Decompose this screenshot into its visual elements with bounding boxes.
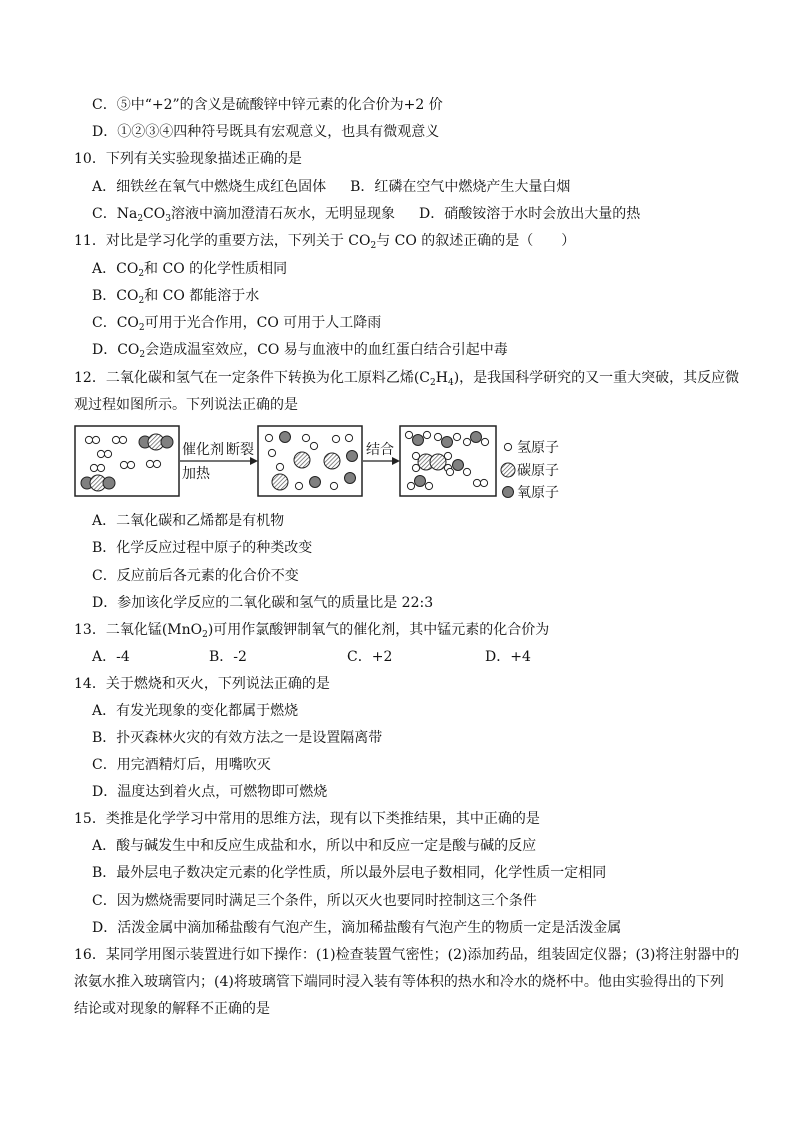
h-atom (332, 435, 339, 442)
q11-option-b: B．$CO_2$和 CO 都能溶于水 (92, 288, 260, 306)
arrow-1-label-catalyst: 催化剂 (182, 442, 224, 458)
h-atom (265, 434, 272, 441)
h-atom (480, 479, 487, 486)
q10-option-c: C．$Na_2CO_3$溶液中滴加澄清石灰水，无明显现象 (92, 206, 395, 224)
arrow-2-label: 结合 (366, 442, 394, 458)
legend-oxygen-icon (503, 487, 514, 498)
c-atom (324, 453, 340, 469)
q10-option-d: D．硝酸铵溶于水时会放出大量的热 (418, 206, 641, 222)
h-atom (330, 482, 337, 489)
co2-molecule (81, 475, 115, 491)
q12-option-d: D．参加该化学反应的二氧化碳和氢气的质量比是 22:3 (92, 595, 434, 611)
q12-stem-line1: 12．二氧化碳和氢气在一定条件下转换为化工原料乙烯$(C_2H_4)$，是我国科学研究的又一重大突破，其反应微 (74, 370, 740, 388)
q10-option-b: B．红磷在空气中燃烧产生大量白烟 (350, 179, 571, 195)
q16-stem-line1: 16．某同学用图示装置进行如下操作：(1)检查装置气密性；(2)添加药品，组装固定仪器；(3)将注射器中的 (74, 947, 740, 963)
legend-carbon-icon (501, 463, 515, 477)
q11-option-d: D．$CO_2$会造成温室效应，CO 易与血液中的血红蛋白结合引起中毒 (92, 342, 508, 360)
q10-options-ab (92, 177, 570, 197)
q9-option-c: C．⑤中“+2”的含义是硫酸锌中锌元素的化合价为+2 价 (92, 97, 443, 113)
q12-option-b: B．化学反应过程中原子的种类改变 (92, 540, 313, 556)
q15-option-c: C．因为燃烧需要同时满足三个条件，所以灭火也要同时控制这三个条件 (92, 893, 537, 909)
q16-stem-line2: 浓氨水推入玻璃管内；(4)将玻璃管下端同时浸入装有等体积的热水和冷水的烧杯中。他由实验得出的下列 (74, 974, 724, 990)
q11-stem: 11．对比是学习化学的重要方法，下列关于 $CO_2$与 CO 的叙述正确的是（ ） (74, 233, 576, 251)
o-atom (310, 477, 321, 488)
q10-options-cd (92, 204, 640, 224)
o-atom (280, 432, 291, 443)
arrow-1-label-break: 断裂 (226, 442, 254, 458)
arrow-1-label-heat: 加热 (182, 466, 210, 482)
q16-stem-line3: 结论或对现象的解释不正确的是 (74, 1001, 270, 1017)
q11-option-a: A．$CO_2$和 CO 的化学性质相同 (92, 261, 288, 279)
legend-carbon-label: 碳原子 (517, 463, 559, 479)
h-atom (473, 479, 480, 486)
reaction-diagram (74, 420, 574, 502)
q13-option-a: A．-4 (92, 649, 130, 665)
q14-option-c: C．用完酒精灯后，用嘴吹灭 (92, 757, 271, 773)
o-atom (347, 451, 358, 462)
legend-hydrogen-icon (504, 443, 511, 450)
co2-molecule (139, 434, 173, 450)
q14-option-d: D．温度达到着火点，可燃物即可燃烧 (92, 784, 328, 800)
q15-option-a: A．酸与碱发生中和反应生成盐和水，所以中和反应一定是酸与碱的反应 (92, 838, 537, 854)
c-atom (294, 452, 310, 468)
q14-option-a: A．有发光现象的变化都属于燃烧 (92, 703, 299, 719)
h-atom (302, 434, 309, 441)
q15-stem: 15．类推是化学学习中常用的思维方法，现有以下类推结果，其中正确的是 (74, 811, 540, 827)
q12-option-a: A．二氧化碳和乙烯都是有机物 (92, 513, 285, 529)
c-atom (272, 474, 288, 490)
arrow-1-head (250, 457, 258, 465)
h-atom (295, 482, 302, 489)
h-atom (268, 449, 275, 456)
h-atom (345, 434, 352, 441)
q10-stem: 10．下列有关实验现象描述正确的是 (74, 151, 302, 167)
q13-option-c: C．+2 (347, 649, 393, 665)
q12-stem-line2: 观过程如图所示。下列说法正确的是 (74, 397, 298, 413)
q13-option-b: B．-2 (209, 649, 247, 665)
q10-option-a: A．细铁丝在氧气中燃烧生成红色固体 (92, 179, 327, 195)
o-atom (345, 473, 356, 484)
legend-hydrogen-label: 氢原子 (517, 440, 559, 456)
q12-option-c: C．反应前后各元素的化合价不变 (92, 568, 299, 584)
q11-option-c: C．$CO_2$可用于光合作用，CO 可用于人工降雨 (92, 315, 382, 333)
q9-option-d: D．①②③④四种符号既具有宏观意义，也具有微观意义 (92, 124, 440, 140)
q14-option-b: B．扑灭森林火灾的有效方法之一是设置隔离带 (92, 730, 383, 746)
q13-stem: 13．二氧化锰(MnO$_2$)可用作氯酸钾制氧气的催化剂，其中锰元素的化合价为 (74, 622, 550, 640)
q15-option-b: B．最外层电子数决定元素的化学性质，所以最外层电子数相同，化学性质一定相同 (92, 865, 607, 881)
arrow-2-head (392, 457, 400, 465)
q15-option-d: D．活泼金属中滴加稀盐酸有气泡产生，滴加稀盐酸有气泡产生的物质一定是活泼金属 (92, 920, 622, 936)
h-atom (276, 463, 283, 470)
legend-oxygen-label: 氧原子 (517, 485, 559, 501)
h-atom (310, 442, 317, 449)
q13-option-d: D．+4 (485, 649, 531, 665)
q14-stem: 14．关于燃烧和灭火，下列说法正确的是 (74, 676, 330, 692)
